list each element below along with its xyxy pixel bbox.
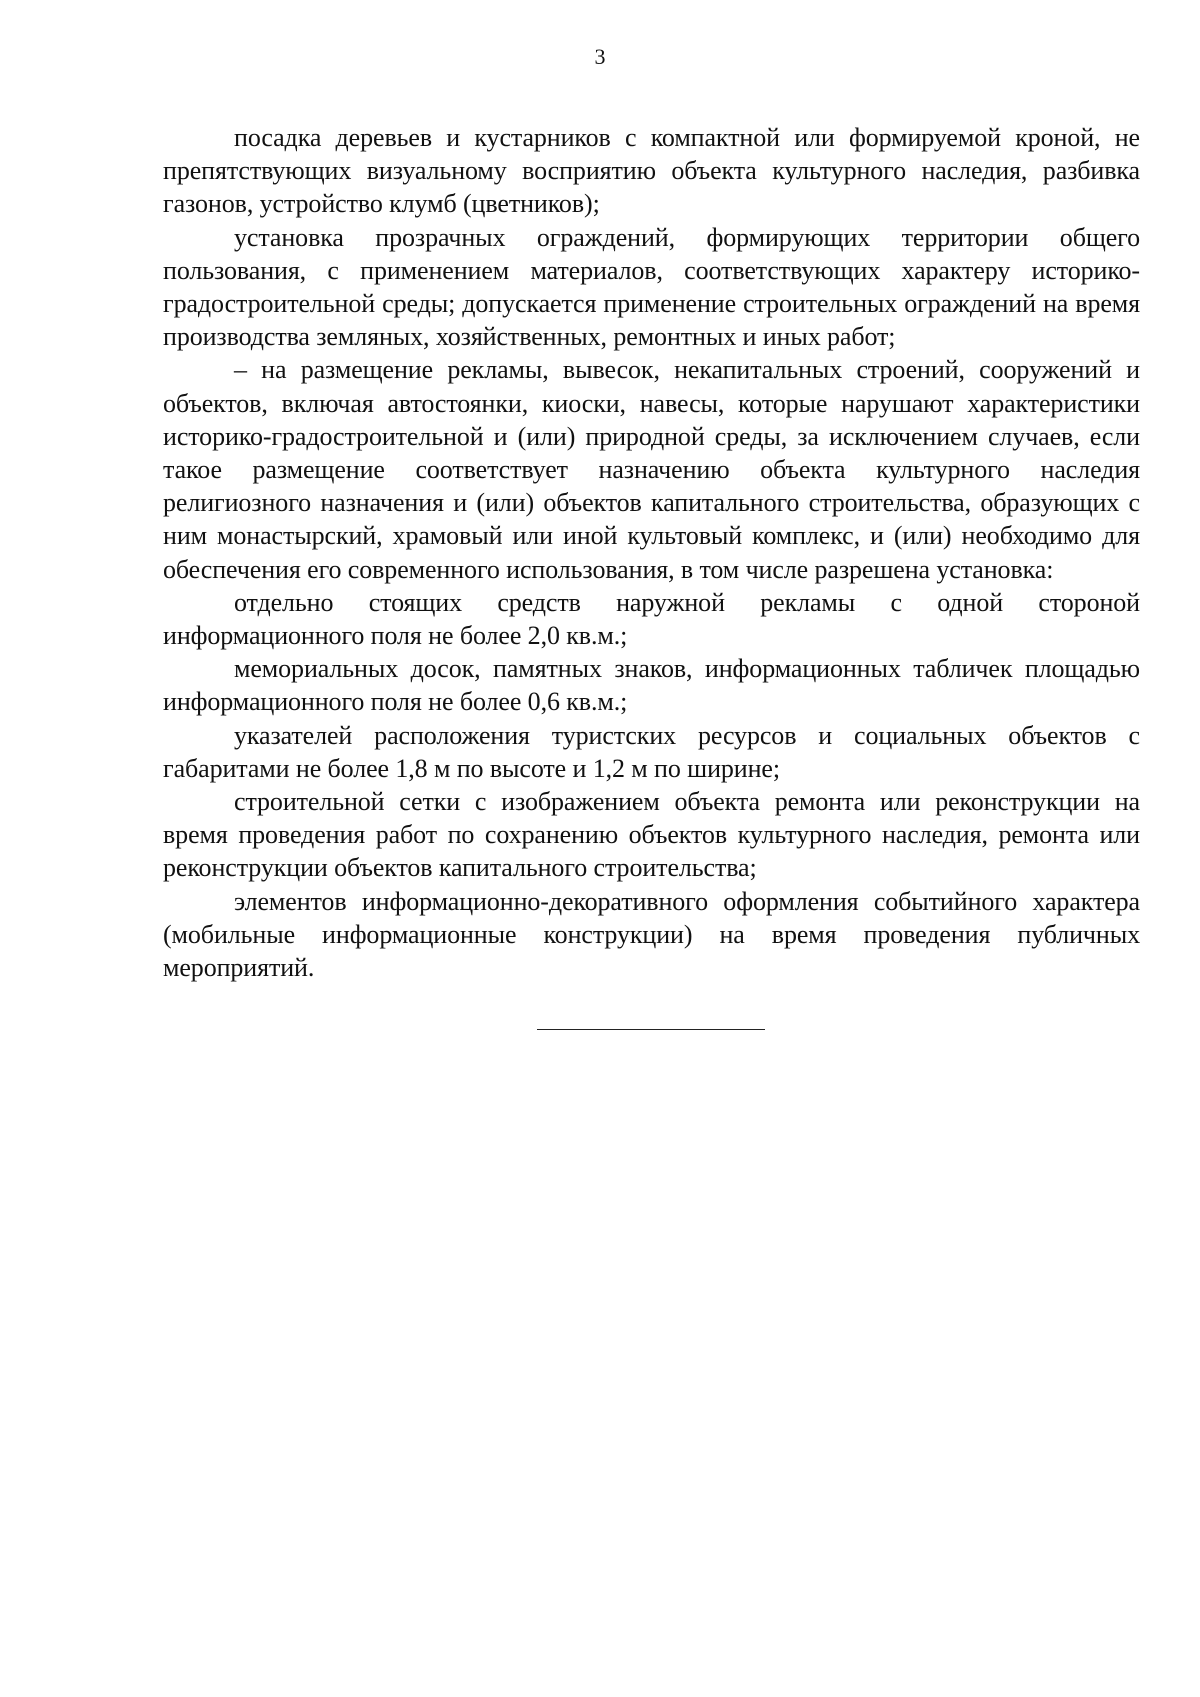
paragraph-advertising-restriction: – на размещение рекламы, вывесок, некапитальных строений, сооружений и объектов, включая автостоянки, киоски, навесы, которые нарушают характеристики историко-градостроительной и (или) природной среды, за исключением случаев, если такое размещение соответствует назначению объекта культурного наследия религиозного назначения и (или) объектов капитального строительства, образующих с ним монастырский, храмовый или иной культовый комплекс, и (или) необходимо для обеспечения его современного использования, в том числе разрешена установка: — [163, 355, 1140, 584]
page-number: 3 — [594, 44, 606, 69]
paragraph-outdoor-advertising: отдельно стоящих средств наружной рекламы с одной стороной информационного поля не более 2,0 кв.м.; — [163, 587, 1140, 651]
end-divider — [537, 1029, 765, 1030]
paragraph-trees-planting: посадка деревьев и кустарников с компактной или формируемой кроной, не препятствующих визуальному восприятию объекта культурного наследия, разбивка газонов, устройство клумб (цветников); — [163, 123, 1140, 219]
paragraph-memorial-plaques: мемориальных досок, памятных знаков, информационных табличек площадью информационного поля не более 0,6 кв.м.; — [163, 654, 1140, 717]
paragraph-fences: установка прозрачных ограждений, формирующих территории общего пользования, с применением материалов, соответствующих характеру историко-градостроительной среды; допускается применение строительных ограждений на время производства земляных, хозяйственных, ремонтных и иных работ; — [163, 222, 1140, 352]
paragraph-tourist-signs: указателей расположения туристских ресурсов и социальных объектов с габаритами не более 1,8 м по высоте и 1,2 м по ширине; — [163, 720, 1140, 783]
document-body — [163, 121, 1140, 984]
paragraph-event-decoration: элементов информационно-декоративного оформления событийного характера (мобильные информационные конструкции) на время проведения публичных мероприятий. — [163, 886, 1140, 983]
paragraph-construction-mesh: строительной сетки с изображением объекта ремонта или реконструкции на время проведения работ по сохранению объектов культурного наследия, ремонта или реконструкции объектов капитального строительства; — [163, 787, 1140, 883]
